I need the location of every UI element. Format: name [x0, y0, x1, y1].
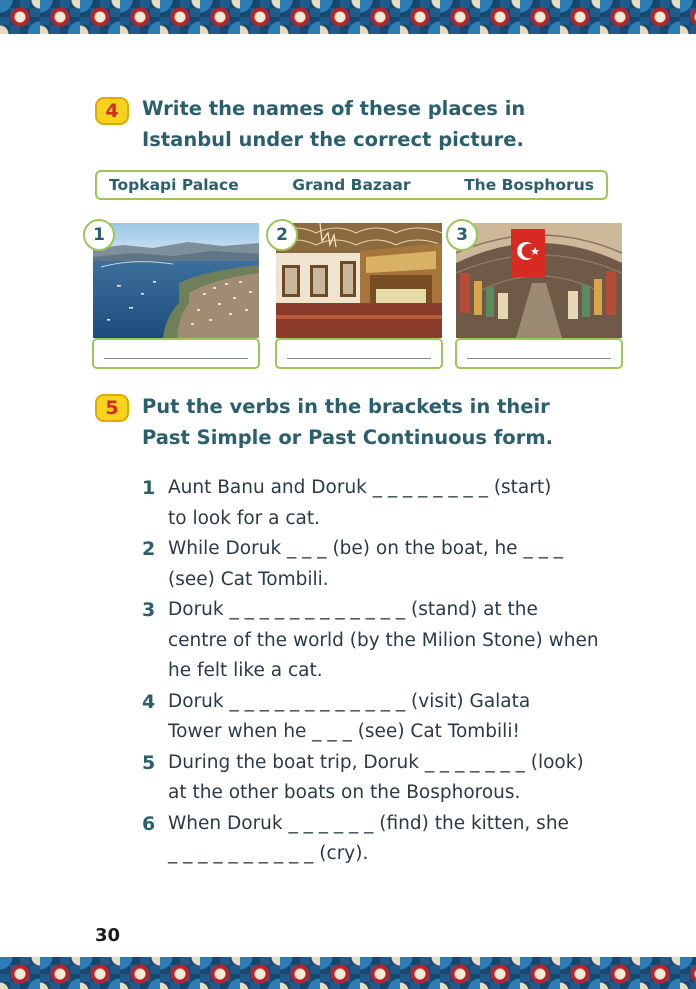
item-text: at the other boats on the Bosphorous. [168, 782, 521, 803]
item-number: 1 [142, 477, 156, 499]
bazaar-photo [456, 223, 622, 338]
exercise-item [142, 595, 622, 687]
exercise-4-instructions-line-2: Istanbul under the correct picture. [142, 128, 524, 151]
decorative-tile-border-bottom [0, 957, 696, 989]
picture-card-3 [456, 223, 622, 368]
answer-box[interactable] [275, 338, 443, 369]
exercise-5-items [142, 473, 622, 870]
picture-card-2 [276, 223, 442, 368]
answer-box[interactable] [455, 338, 623, 369]
answer-line [104, 358, 248, 359]
item-text: he felt like a cat. [168, 660, 323, 681]
answer-box[interactable] [92, 338, 260, 369]
word-bank-item: The Bosphorus [464, 176, 594, 194]
item-text: Doruk _ _ _ _ _ _ _ _ _ _ _ _ (visit) Galata [168, 690, 531, 712]
page-number: 30 [95, 925, 121, 946]
item-number: 3 [142, 599, 156, 621]
exercise-item [142, 809, 622, 870]
item-text: (see) Cat Tombili. [168, 568, 329, 590]
item-text: Aunt Banu and Doruk _ _ _ _ _ _ _ _ (start) [168, 477, 552, 498]
exercise-item [142, 687, 622, 748]
item-text: During the boat trip, Doruk _ _ _ _ _ _ _ (look) [168, 751, 584, 773]
exercise-4-instructions-line-1: Write the names of these places in [142, 97, 526, 120]
item-text: Tower when he _ _ _ (see) Cat Tombili! [168, 721, 520, 742]
bosphorus-photo [93, 223, 259, 338]
item-number: 6 [142, 812, 156, 835]
exercise-5-instructions [142, 391, 553, 453]
exercise-4-badge: 4 [95, 97, 129, 125]
palace-interior-photo [276, 223, 442, 338]
answer-line [467, 358, 611, 359]
item-text: When Doruk _ _ _ _ _ _ (find) the kitten, she [168, 812, 569, 834]
picture-number: 1 [83, 219, 115, 251]
item-text: centre of the world (by the Milion Stone) when [168, 629, 599, 651]
item-text: Doruk _ _ _ _ _ _ _ _ _ _ _ _ (stand) at the [168, 599, 538, 620]
item-text: While Doruk _ _ _ (be) on the boat, he _ _ _ [168, 538, 563, 559]
decorative-tile-border-top [0, 0, 696, 34]
exercise-item [142, 473, 622, 534]
picture-number: 3 [446, 219, 478, 251]
exercise-item [142, 748, 622, 809]
exercise-5-instructions-line-1: Put the verbs in the brackets in their [142, 395, 550, 418]
item-text: to look for a cat. [168, 507, 321, 529]
item-number: 2 [142, 538, 156, 560]
word-bank-item: Topkapi Palace [109, 176, 239, 194]
picture-number: 2 [266, 219, 298, 251]
item-number: 4 [142, 690, 156, 713]
word-bank-item: Grand Bazaar [292, 176, 411, 194]
item-text: _ _ _ _ _ _ _ _ _ _ (cry). [168, 843, 369, 864]
word-bank [95, 170, 608, 200]
exercise-5-badge: 5 [95, 394, 129, 422]
exercise-item [142, 534, 622, 595]
exercise-5-instructions-line-2: Past Simple or Past Continuous form. [142, 426, 554, 449]
exercise-4-instructions [142, 93, 525, 155]
item-number: 5 [142, 751, 156, 774]
picture-card-1 [93, 223, 259, 368]
answer-line [287, 358, 431, 359]
